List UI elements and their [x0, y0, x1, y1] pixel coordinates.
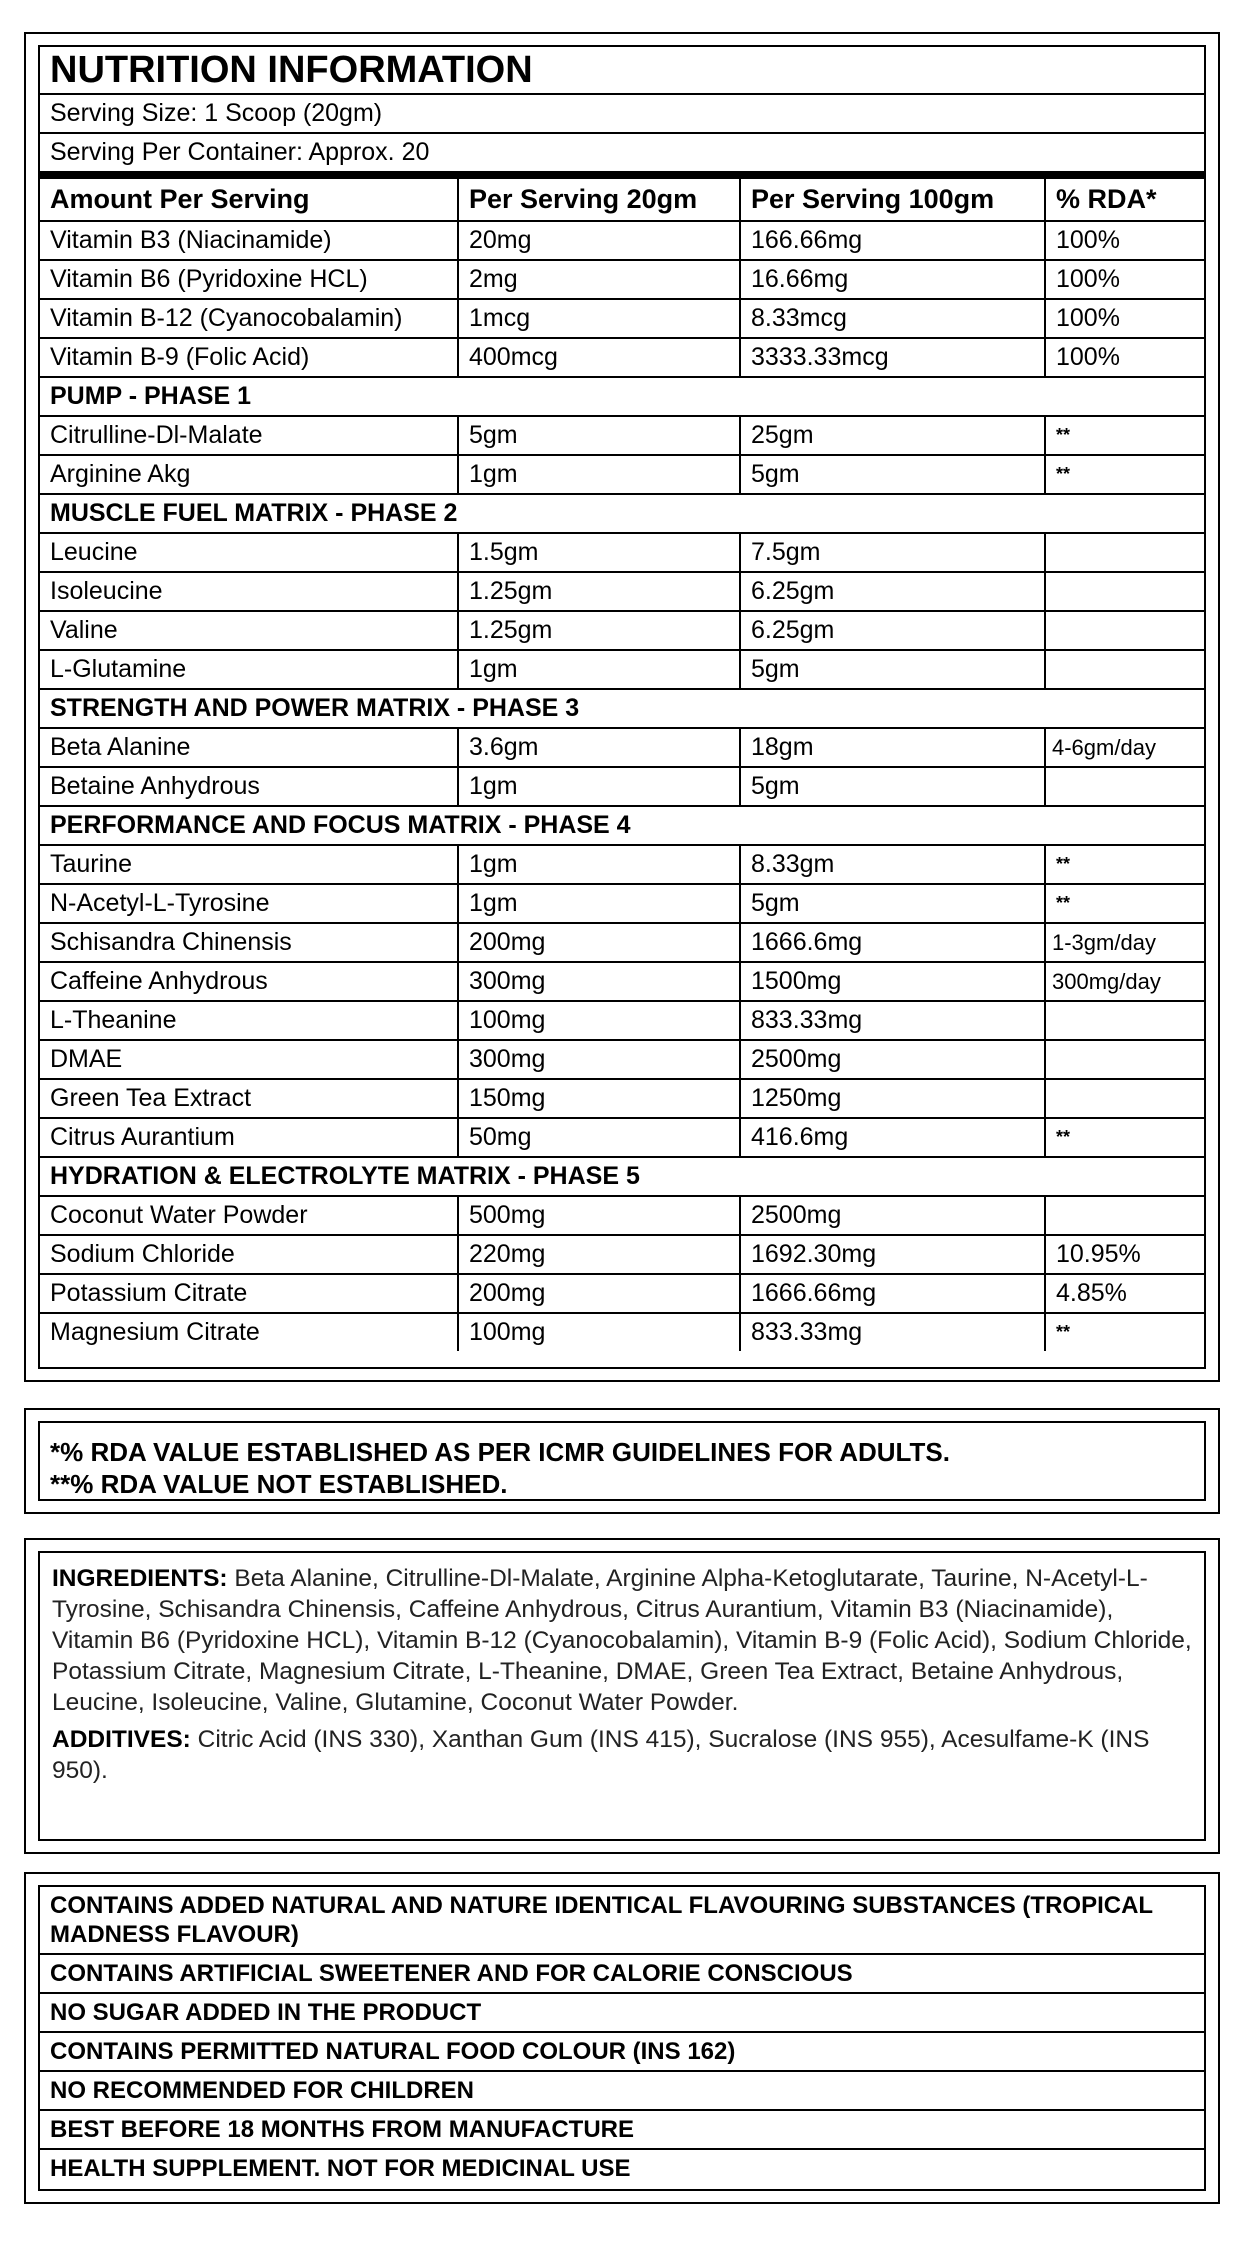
per-20gm-value: 3.6gm [458, 728, 740, 767]
nutrient-row [40, 1079, 1204, 1118]
servings-per-container: Serving Per Container: Approx. 20 [40, 134, 1204, 179]
section-title: MUSCLE FUEL MATRIX - PHASE 2 [40, 494, 1204, 533]
rda-value: 4.85% [1045, 1274, 1204, 1313]
per-100gm-value: 1666.6mg [740, 923, 1045, 962]
statement-health-supplement: HEALTH SUPPLEMENT. NOT FOR MEDICINAL USE [50, 2155, 631, 2182]
section-row [40, 377, 1204, 416]
nutrient-row [40, 416, 1204, 455]
nutrition-body [40, 221, 1204, 1351]
per-20gm-value: 1.25gm [458, 572, 740, 611]
nutrient-row [40, 923, 1204, 962]
per-100gm-value: 16.66mg [740, 260, 1045, 299]
column-header-amount: Amount Per Serving [40, 179, 458, 221]
nutrient-name: L-Theanine [40, 1001, 458, 1040]
per-100gm-value: 18gm [740, 728, 1045, 767]
rda-value: ** [1045, 455, 1204, 494]
rda-value: 10.95% [1045, 1235, 1204, 1274]
per-100gm-value: 833.33mg [740, 1313, 1045, 1351]
per-20gm-value: 1mcg [458, 299, 740, 338]
nutrient-name: Citrus Aurantium [40, 1118, 458, 1157]
per-20gm-value: 200mg [458, 923, 740, 962]
statement-sweetener: CONTAINS ARTIFICIAL SWEETENER AND FOR CALORIE CONSCIOUS [40, 1955, 1204, 1994]
rda-value [1045, 572, 1204, 611]
rda-value [1045, 533, 1204, 572]
nutrient-row [40, 650, 1204, 689]
per-100gm-value: 8.33mcg [740, 299, 1045, 338]
per-20gm-value: 5gm [458, 416, 740, 455]
per-20gm-value: 1gm [458, 455, 740, 494]
per-100gm-value: 833.33mg [740, 1001, 1045, 1040]
ingredients-text: Beta Alanine, Citrulline-Dl-Malate, Arginine Alpha-Ketoglutarate, Taurine, N-Acetyl-L-Tyrosine, Schisandra Chinensis, Caffeine Anhydrous, Citrus Aurantium, Vitamin B3 (Niacinamide), Vitamin B6 (Pyridoxine HCL), Vitamin B-12 (Cyanocobalamin), Vitamin B-9 (Folic Acid), Sodium Chloride, Potassium Citrate, Magnesium Citrate, L-Theanine, DMAE, Green Tea Extract, Betaine Anhydrous, Leucine, Isoleucine, Valine, Glutamine, Coconut Water Powder. [52, 1565, 1192, 1716]
nutrient-row [40, 299, 1204, 338]
per-100gm-value: 5gm [740, 767, 1045, 806]
rda-value: ** [1045, 1313, 1204, 1351]
nutrient-row [40, 1196, 1204, 1235]
nutrient-name: N-Acetyl-L-Tyrosine [40, 884, 458, 923]
nutrient-row [40, 767, 1204, 806]
rda-note-not-established: **% RDA VALUE NOT ESTABLISHED. [50, 1469, 508, 1499]
rda-value [1045, 1079, 1204, 1118]
per-100gm-value: 25gm [740, 416, 1045, 455]
section-row [40, 1157, 1204, 1196]
nutrient-row [40, 338, 1204, 377]
statements-panel [24, 1872, 1220, 2204]
nutrient-row [40, 455, 1204, 494]
per-100gm-value: 1500mg [740, 962, 1045, 1001]
nutrient-row [40, 533, 1204, 572]
nutrient-name: Vitamin B-9 (Folic Acid) [40, 338, 458, 377]
section-title: PERFORMANCE AND FOCUS MATRIX - PHASE 4 [40, 806, 1204, 845]
statement-best-before: BEST BEFORE 18 MONTHS FROM MANUFACTURE [40, 2111, 1204, 2150]
section-title: STRENGTH AND POWER MATRIX - PHASE 3 [40, 689, 1204, 728]
per-100gm-value: 6.25gm [740, 572, 1045, 611]
per-20gm-value: 400mcg [458, 338, 740, 377]
additives-label: ADDITIVES: [52, 1726, 191, 1753]
nutrition-panel [24, 32, 1220, 1382]
per-100gm-value: 1250mg [740, 1079, 1045, 1118]
nutrient-name: DMAE [40, 1040, 458, 1079]
rda-value: 100% [1045, 221, 1204, 260]
per-100gm-value: 1666.66mg [740, 1274, 1045, 1313]
rda-value: ** [1045, 884, 1204, 923]
per-20gm-value: 150mg [458, 1079, 740, 1118]
nutrition-header-row [40, 179, 1204, 221]
nutrient-row [40, 1001, 1204, 1040]
serving-size: Serving Size: 1 Scoop (20gm) [40, 95, 1204, 134]
per-20gm-value: 220mg [458, 1235, 740, 1274]
per-100gm-value: 1692.30mg [740, 1235, 1045, 1274]
rda-value [1045, 650, 1204, 689]
nutrient-name: Taurine [40, 845, 458, 884]
section-title: PUMP - PHASE 1 [40, 377, 1204, 416]
nutrition-title: NUTRITION INFORMATION [40, 47, 1204, 95]
per-20gm-value: 2mg [458, 260, 740, 299]
ingredients-label: INGREDIENTS: [52, 1565, 228, 1592]
nutrient-name: Betaine Anhydrous [40, 767, 458, 806]
per-20gm-value: 1gm [458, 884, 740, 923]
nutrient-name: Sodium Chloride [40, 1235, 458, 1274]
statement-no-sugar: NO SUGAR ADDED IN THE PRODUCT [40, 1994, 1204, 2033]
rda-note-established: *% RDA VALUE ESTABLISHED AS PER ICMR GUIDELINES FOR ADULTS. [50, 1437, 950, 1467]
section-row [40, 806, 1204, 845]
statement-children: NO RECOMMENDED FOR CHILDREN [40, 2072, 1204, 2111]
per-20gm-value: 1.25gm [458, 611, 740, 650]
nutrient-name: Schisandra Chinensis [40, 923, 458, 962]
column-header-per-20gm: Per Serving 20gm [458, 179, 740, 221]
nutrient-row [40, 845, 1204, 884]
per-100gm-value: 8.33gm [740, 845, 1045, 884]
per-20gm-value: 300mg [458, 962, 740, 1001]
column-header-rda: % RDA* [1045, 179, 1204, 221]
per-20gm-value: 300mg [458, 1040, 740, 1079]
ingredients-panel [24, 1538, 1220, 1854]
per-20gm-value: 500mg [458, 1196, 740, 1235]
per-100gm-value: 5gm [740, 455, 1045, 494]
nutrient-row [40, 260, 1204, 299]
rda-value [1045, 611, 1204, 650]
nutrient-row [40, 1313, 1204, 1351]
column-header-per-100gm: Per Serving 100gm [740, 179, 1045, 221]
rda-value: ** [1045, 1118, 1204, 1157]
nutrient-row [40, 221, 1204, 260]
statement-food-colour: CONTAINS PERMITTED NATURAL FOOD COLOUR (INS 162) [40, 2033, 1204, 2072]
nutrient-name: Isoleucine [40, 572, 458, 611]
rda-value [1045, 1196, 1204, 1235]
per-20gm-value: 1gm [458, 767, 740, 806]
nutrient-row [40, 1118, 1204, 1157]
per-100gm-value: 2500mg [740, 1196, 1045, 1235]
nutrient-name: Vitamin B6 (Pyridoxine HCL) [40, 260, 458, 299]
rda-value: 300mg/day [1045, 962, 1204, 1001]
per-100gm-value: 3333.33mcg [740, 338, 1045, 377]
additives-text: Citric Acid (INS 330), Xanthan Gum (INS 415), Sucralose (INS 955), Acesulfame-K (INS 950). [52, 1726, 1150, 1784]
rda-value: 100% [1045, 338, 1204, 377]
nutrient-name: Caffeine Anhydrous [40, 962, 458, 1001]
nutrient-name: Vitamin B3 (Niacinamide) [40, 221, 458, 260]
nutrient-name: Magnesium Citrate [40, 1313, 458, 1351]
per-100gm-value: 6.25gm [740, 611, 1045, 650]
nutrient-row [40, 884, 1204, 923]
per-20gm-value: 100mg [458, 1001, 740, 1040]
rda-value [1045, 1001, 1204, 1040]
per-100gm-value: 7.5gm [740, 533, 1045, 572]
per-20gm-value: 1.5gm [458, 533, 740, 572]
section-row [40, 494, 1204, 533]
per-20gm-value: 100mg [458, 1313, 740, 1351]
nutrient-name: Vitamin B-12 (Cyanocobalamin) [40, 299, 458, 338]
section-row [40, 689, 1204, 728]
statement-flavouring: CONTAINS ADDED NATURAL AND NATURE IDENTICAL FLAVOURING SUBSTANCES (TROPICAL MADNESS FLAVOUR) [40, 1887, 1204, 1955]
per-20gm-value: 1gm [458, 845, 740, 884]
per-100gm-value: 5gm [740, 650, 1045, 689]
per-20gm-value: 20mg [458, 221, 740, 260]
nutrient-row [40, 611, 1204, 650]
rda-value: 4-6gm/day [1045, 728, 1204, 767]
ingredients-paragraph [52, 1563, 1192, 1718]
nutrient-row [40, 572, 1204, 611]
nutrient-name: Arginine Akg [40, 455, 458, 494]
nutrient-name: Valine [40, 611, 458, 650]
nutrient-row [40, 1040, 1204, 1079]
nutrient-name: Leucine [40, 533, 458, 572]
per-100gm-value: 2500mg [740, 1040, 1045, 1079]
per-100gm-value: 416.6mg [740, 1118, 1045, 1157]
nutrition-table [40, 179, 1204, 1351]
rda-value [1045, 767, 1204, 806]
nutrient-name: Beta Alanine [40, 728, 458, 767]
rda-notes-panel [24, 1408, 1220, 1514]
additives-paragraph [52, 1724, 1192, 1786]
per-20gm-value: 200mg [458, 1274, 740, 1313]
nutrient-name: L-Glutamine [40, 650, 458, 689]
nutrient-row [40, 728, 1204, 767]
rda-value: 1-3gm/day [1045, 923, 1204, 962]
nutrient-row [40, 1235, 1204, 1274]
per-20gm-value: 1gm [458, 650, 740, 689]
nutrient-row [40, 962, 1204, 1001]
per-20gm-value: 50mg [458, 1118, 740, 1157]
rda-value: ** [1045, 845, 1204, 884]
nutrient-name: Potassium Citrate [40, 1274, 458, 1313]
per-100gm-value: 166.66mg [740, 221, 1045, 260]
per-100gm-value: 5gm [740, 884, 1045, 923]
nutrient-name: Coconut Water Powder [40, 1196, 458, 1235]
rda-value: 100% [1045, 260, 1204, 299]
rda-value: ** [1045, 416, 1204, 455]
section-title: HYDRATION & ELECTROLYTE MATRIX - PHASE 5 [40, 1157, 1204, 1196]
nutrient-name: Green Tea Extract [40, 1079, 458, 1118]
nutrient-row [40, 1274, 1204, 1313]
rda-value: 100% [1045, 299, 1204, 338]
rda-value [1045, 1040, 1204, 1079]
nutrient-name: Citrulline-Dl-Malate [40, 416, 458, 455]
